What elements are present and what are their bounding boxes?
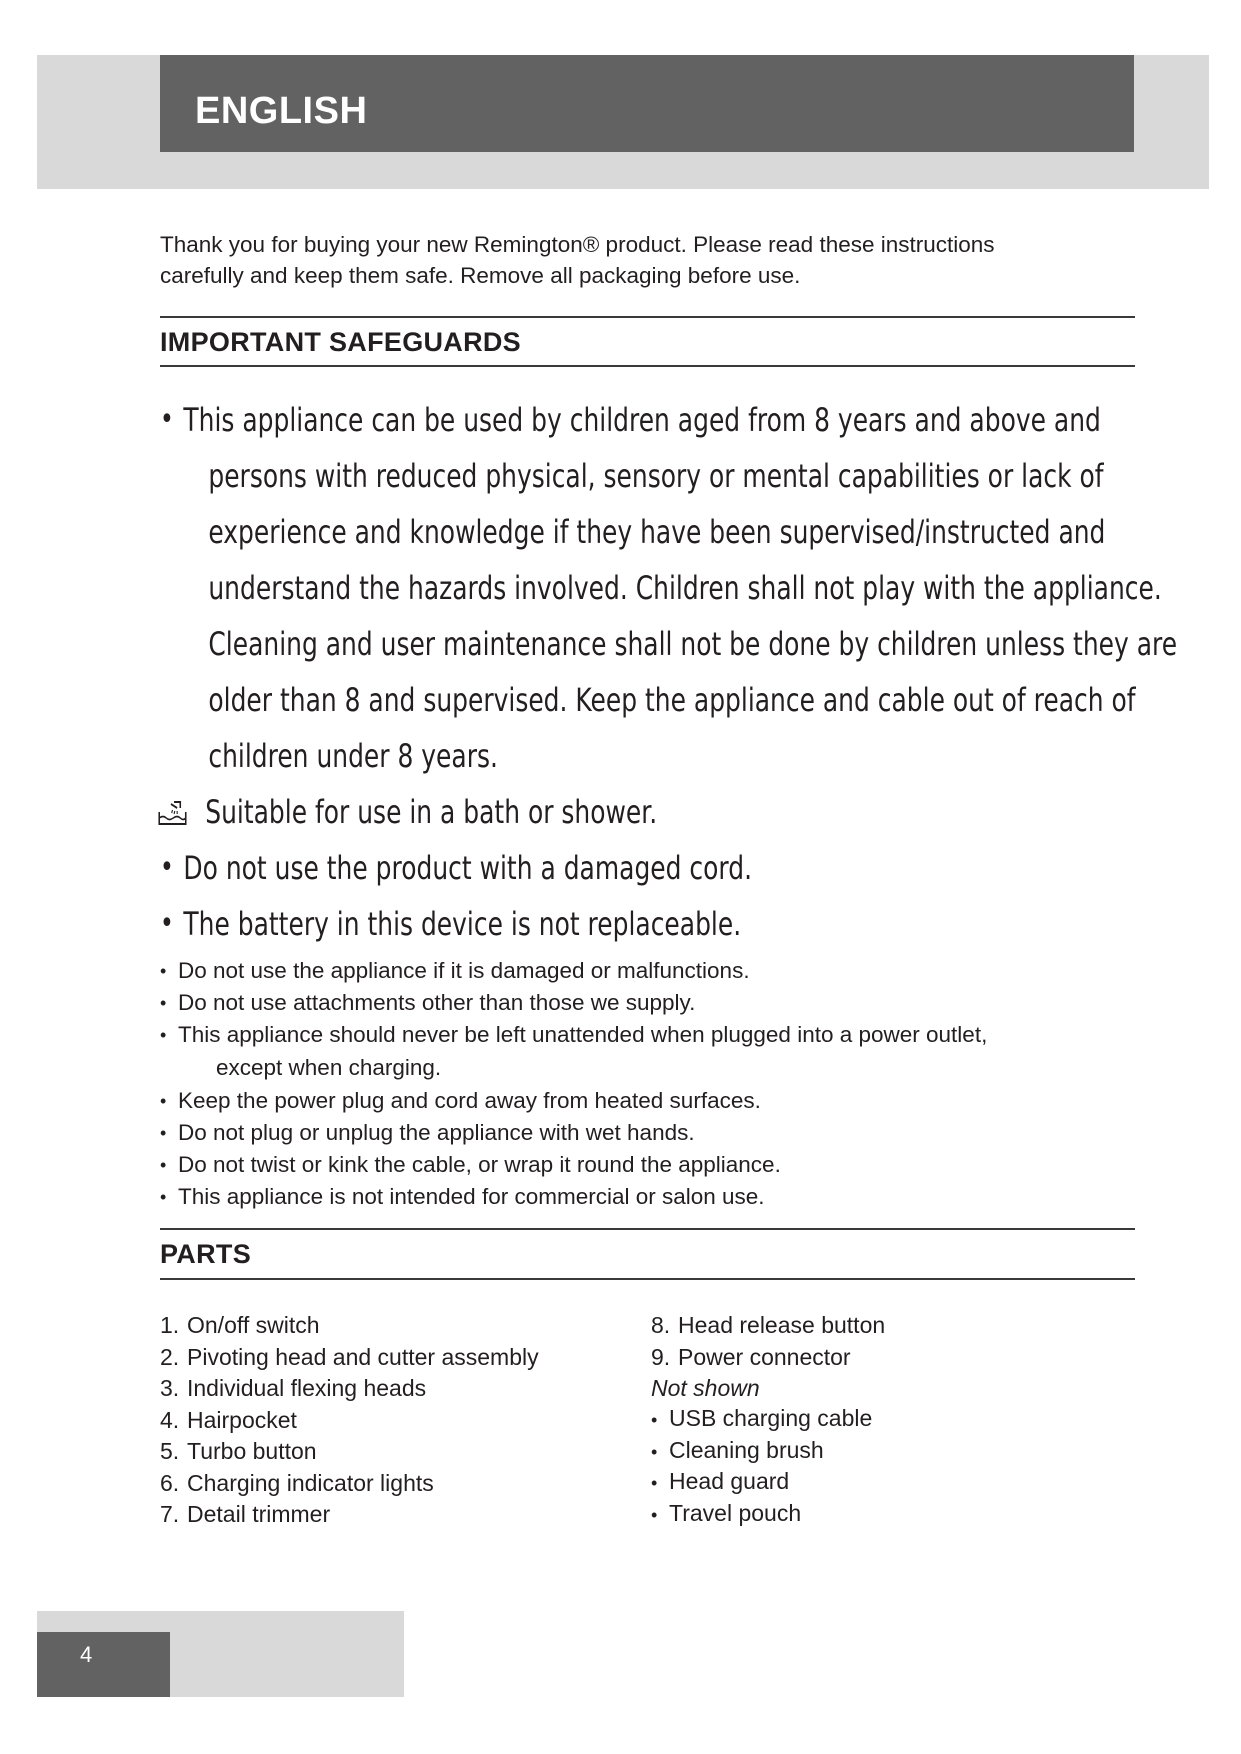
item-line: Cleaning and user maintenance shall not be done by children unless they are [208, 625, 1178, 663]
bullet: • [651, 1473, 658, 1493]
list-item [160, 1019, 1120, 1085]
part-label: On/off switch [187, 1312, 320, 1338]
bullet: • [651, 1504, 658, 1525]
item-text: Keep the power plug and cord away from heated surfaces. [178, 1088, 761, 1113]
part-label: Hairpocket [187, 1406, 297, 1433]
bullet: • [160, 906, 174, 941]
list-item [160, 1149, 1120, 1181]
part-label: Head guard [669, 1468, 790, 1494]
divider [160, 1278, 1135, 1280]
item-line: understand the hazards involved. Children shall not play with the appliance. [208, 569, 1162, 607]
part-row [160, 1342, 539, 1374]
bullet: • [160, 850, 174, 885]
part-label: Detail trimmer [187, 1501, 331, 1527]
part-row [651, 1435, 885, 1467]
part-number: 4. [160, 1406, 180, 1433]
part-row [651, 1498, 885, 1530]
bullet: • [160, 1187, 167, 1207]
item-text-continued: except when charging. [216, 1055, 442, 1080]
part-number: 7. [160, 1501, 180, 1527]
section-title-safeguards: IMPORTANT SAFEGUARDS [160, 327, 521, 357]
part-label: USB charging cable [669, 1405, 873, 1431]
part-number: 9. [651, 1343, 671, 1370]
item-text: Do not plug or unplug the appliance with wet hands. [178, 1120, 695, 1145]
list-item [160, 955, 1120, 987]
bullet: • [160, 1155, 167, 1175]
not-shown-heading: Not shown [651, 1375, 760, 1401]
item-line: Suitable for use in a bath or shower. [205, 793, 658, 831]
small-print-list [160, 955, 1120, 1213]
part-row [160, 1405, 539, 1437]
item-text: This appliance should never be left unattended when plugged into a power outlet, [178, 1022, 988, 1047]
large-print-list [160, 392, 1178, 952]
part-number: 6. [160, 1469, 180, 1496]
bullet: • [160, 961, 167, 981]
part-number: 3. [160, 1375, 180, 1401]
part-label: Head release button [678, 1312, 886, 1338]
bullet: • [160, 1025, 167, 1045]
bullet: • [160, 1091, 167, 1111]
part-label: Turbo button [187, 1438, 317, 1464]
part-row [651, 1342, 885, 1374]
part-label: Pivoting head and cutter assembly [187, 1343, 539, 1370]
part-label: Travel pouch [669, 1499, 802, 1526]
item-text: Do not use the appliance if it is damaged or malfunctions. [178, 958, 750, 983]
page-title: ENGLISH [195, 90, 368, 132]
item-line: children under 8 years. [208, 737, 498, 775]
part-label: Charging indicator lights [187, 1469, 434, 1496]
item-line: Do not use the product with a damaged cord. [183, 849, 753, 887]
part-row [160, 1310, 539, 1342]
item-line: persons with reduced physical, sensory or mental capabilities or lack of [208, 457, 1104, 495]
item-text: Do not twist or kink the cable, or wrap it round the appliance. [178, 1152, 781, 1177]
part-number: 1. [160, 1312, 180, 1338]
list-item [160, 1085, 1120, 1117]
bullet: • [651, 1441, 658, 1462]
parts-list-left [160, 1310, 539, 1531]
part-row [651, 1403, 885, 1435]
part-row [160, 1499, 539, 1531]
page-number: 4 [80, 1642, 93, 1667]
part-row [160, 1468, 539, 1500]
bullet: • [160, 402, 174, 437]
item-line: The battery in this device is not replaceable. [183, 905, 742, 943]
section-title-parts: PARTS [160, 1239, 252, 1269]
divider [160, 1228, 1135, 1230]
bath-shower-icon [157, 798, 188, 828]
list-item [160, 392, 1178, 784]
bullet: • [651, 1410, 658, 1430]
list-item [160, 784, 940, 840]
part-number: 8. [651, 1312, 671, 1338]
bullet: • [160, 1123, 167, 1143]
item-text: This appliance is not intended for commercial or salon use. [178, 1184, 765, 1209]
part-label: Individual flexing heads [187, 1375, 427, 1401]
item-line: older than 8 and supervised. Keep the appliance and cable out of reach of [208, 681, 1136, 719]
part-row [160, 1436, 539, 1468]
divider [160, 365, 1135, 367]
part-row [651, 1466, 885, 1498]
bullet: • [160, 993, 167, 1013]
list-item [160, 1181, 1120, 1213]
item-text: Do not use attachments other than those we supply. [178, 990, 696, 1015]
list-item [160, 987, 1120, 1019]
list-item [160, 840, 940, 896]
item-line: This appliance can be used by children aged from 8 years and above and [183, 401, 1101, 439]
footer-box [37, 1632, 170, 1697]
parts-list-right [651, 1310, 885, 1529]
list-item [160, 896, 940, 952]
intro-paragraph [160, 229, 1060, 291]
part-label: Cleaning brush [669, 1436, 824, 1463]
list-item [160, 1117, 1120, 1149]
item-line: experience and knowledge if they have been supervised/instructed and [208, 513, 1106, 551]
intro-line: carefully and keep them safe. Remove all packaging before use. [160, 263, 801, 288]
part-row [160, 1373, 539, 1405]
part-number: 2. [160, 1343, 180, 1370]
intro-line: Thank you for buying your new Remington® product. Please read these instructions [160, 232, 995, 257]
divider [160, 316, 1135, 318]
part-label: Power connector [678, 1343, 851, 1370]
part-row [651, 1310, 885, 1342]
part-number: 5. [160, 1438, 180, 1464]
